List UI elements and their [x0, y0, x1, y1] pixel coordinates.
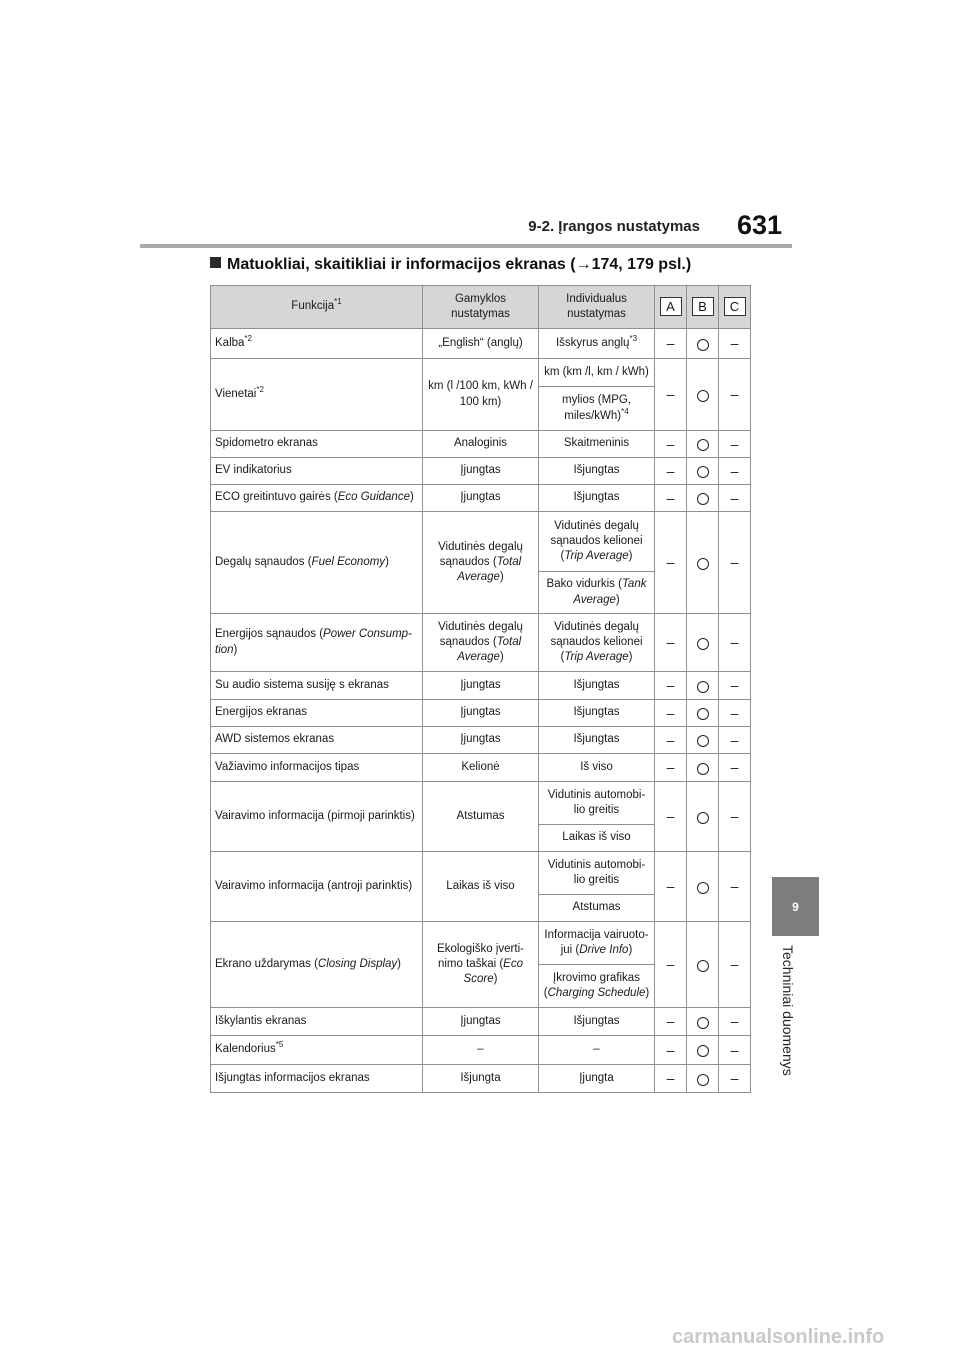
custom-cell: Informacija vairuoto-jui (Drive Info) [539, 922, 655, 965]
mark-b [687, 852, 719, 922]
circle-mark-icon [697, 1045, 709, 1057]
custom-cell: Vidutinės degalų sąnaudos kelionei (Trip Average) [539, 512, 655, 572]
custom-cell: Laikas iš viso [539, 825, 655, 852]
custom-cell: Iš viso [539, 754, 655, 782]
mark-b [687, 512, 719, 614]
mark-a: – [655, 512, 687, 614]
function-cell: Kalendorius$^{*5}$ [211, 1036, 423, 1065]
arrow-icon: → [575, 256, 592, 273]
mark-a: – [655, 1036, 687, 1065]
factory-cell: Įjungtas [423, 672, 539, 700]
custom-cell: Vidutinės degalų sąnaudos kelionei (Trip Average) [539, 614, 655, 672]
mark-a: – [655, 458, 687, 485]
mark-b [687, 359, 719, 431]
square-bullet-icon [210, 257, 221, 268]
table-header-row [211, 286, 751, 329]
table-row [211, 485, 751, 512]
mark-b [687, 485, 719, 512]
mark-c: – [719, 458, 751, 485]
factory-cell: „English“ (anglų) [423, 329, 539, 359]
watermark: carmanualsonline.info [672, 1326, 885, 1348]
circle-mark-icon [697, 882, 709, 894]
mark-b [687, 458, 719, 485]
function-cell: ECO greitintuvo gairės (Eco Guidance) [211, 485, 423, 512]
factory-cell: – [423, 1036, 539, 1065]
chapter-number: 9 [792, 899, 799, 914]
mark-c: – [719, 431, 751, 458]
mark-a: – [655, 672, 687, 700]
custom-cell: Išjungtas [539, 1008, 655, 1036]
function-cell: Ekrano uždarymas (Closing Display) [211, 922, 423, 1008]
custom-cell: Išskyrus anglų$^{*3}$ [539, 329, 655, 359]
mark-a: – [655, 782, 687, 852]
mark-c: – [719, 754, 751, 782]
circle-mark-icon [697, 960, 709, 972]
mark-b [687, 329, 719, 359]
mark-a: – [655, 329, 687, 359]
mark-a: – [655, 614, 687, 672]
table-row [211, 700, 751, 727]
custom-cell: Atstumas [539, 895, 655, 922]
circle-mark-icon [697, 493, 709, 505]
header-rule [140, 244, 792, 248]
factory-cell: Įjungtas [423, 458, 539, 485]
mark-c: – [719, 852, 751, 922]
function-cell: Važiavimo informacijos tipas [211, 754, 423, 782]
mark-c: – [719, 614, 751, 672]
function-cell: Spidometro ekranas [211, 431, 423, 458]
circle-mark-icon [697, 390, 709, 402]
mark-c: – [719, 512, 751, 614]
col-b-header: B [687, 286, 719, 329]
mark-a: – [655, 359, 687, 431]
mark-b [687, 700, 719, 727]
mark-a: – [655, 431, 687, 458]
custom-cell: mylios (MPG, miles/kWh)$^{*4}$ [539, 387, 655, 431]
table-row [211, 329, 751, 359]
circle-mark-icon [697, 638, 709, 650]
mark-b [687, 727, 719, 754]
custom-cell: Vidutinis automobi-lio greitis [539, 782, 655, 825]
factory-cell: Vidutinės degalų sąnaudos (Total Average) [423, 614, 539, 672]
function-cell: Su audio sistema susiję s ekranas [211, 672, 423, 700]
mark-b [687, 1008, 719, 1036]
table-row [211, 782, 751, 825]
circle-mark-icon [697, 1017, 709, 1029]
table-row [211, 922, 751, 965]
mark-a: – [655, 754, 687, 782]
table-row [211, 754, 751, 782]
custom-cell: Išjungtas [539, 700, 655, 727]
circle-mark-icon [697, 339, 709, 351]
mark-a: – [655, 1065, 687, 1093]
mark-b [687, 1036, 719, 1065]
heading-text: Matuokliai, skaitikliai ir informacijos ekranas ( [227, 256, 576, 273]
custom-cell: Vidutinis automobi-lio greitis [539, 852, 655, 895]
mark-a: – [655, 852, 687, 922]
factory-cell: Analoginis [423, 431, 539, 458]
circle-mark-icon [697, 812, 709, 824]
function-cell: Energijos sąnaudos (Power Consump-tion) [211, 614, 423, 672]
mark-a: – [655, 1008, 687, 1036]
settings-table [210, 285, 751, 1093]
col-function-header: Funkcija$^{*1}$ [211, 286, 423, 329]
function-cell: Energijos ekranas [211, 700, 423, 727]
section-title: 9-2. Įrangos nustatymas [528, 218, 700, 235]
factory-cell: Laikas iš viso [423, 852, 539, 922]
custom-cell: Bako vidurkis (Tank Average) [539, 572, 655, 614]
table-row [211, 614, 751, 672]
function-cell: Vairavimo informacija (pirmoji parinktis) [211, 782, 423, 852]
circle-mark-icon [697, 708, 709, 720]
page-number: 631 [736, 210, 782, 240]
mark-c: – [719, 1036, 751, 1065]
mark-a: – [655, 727, 687, 754]
factory-cell: Įjungtas [423, 700, 539, 727]
custom-cell: Skaitmeninis [539, 431, 655, 458]
mark-b [687, 614, 719, 672]
mark-c: – [719, 1008, 751, 1036]
table-row [211, 672, 751, 700]
section-heading [210, 256, 770, 274]
factory-cell: Vidutinės degalų sąnaudos (Total Average) [423, 512, 539, 614]
circle-mark-icon [697, 681, 709, 693]
factory-cell: Atstumas [423, 782, 539, 852]
mark-a: – [655, 700, 687, 727]
custom-cell: – [539, 1036, 655, 1065]
factory-cell: Įjungtas [423, 485, 539, 512]
factory-cell: km (l /100 km, kWh / 100 km) [423, 359, 539, 431]
mark-c: – [719, 1065, 751, 1093]
table-row [211, 1036, 751, 1065]
heading-ref: 174, 179 psl.) [591, 256, 692, 273]
mark-c: – [719, 700, 751, 727]
mark-b [687, 754, 719, 782]
mark-b [687, 922, 719, 1008]
custom-cell: Išjungtas [539, 485, 655, 512]
factory-cell: Ekologiško įverti-nimo taškai (Eco Score) [423, 922, 539, 1008]
circle-mark-icon [697, 1074, 709, 1086]
mark-a: – [655, 485, 687, 512]
factory-cell: Įjungtas [423, 727, 539, 754]
custom-cell: km (km /l, km / kWh) [539, 359, 655, 387]
table-row [211, 1065, 751, 1093]
mark-c: – [719, 359, 751, 431]
col-factory-header: Gamyklos nustatymas [423, 286, 539, 329]
circle-mark-icon [697, 735, 709, 747]
table-row [211, 512, 751, 572]
chapter-tab [772, 877, 819, 936]
mark-b [687, 1065, 719, 1093]
col-c-header: C [719, 286, 751, 329]
factory-cell: Įjungtas [423, 1008, 539, 1036]
mark-c: – [719, 485, 751, 512]
function-cell: Iškylantis ekranas [211, 1008, 423, 1036]
mark-a: – [655, 922, 687, 1008]
mark-c: – [719, 727, 751, 754]
table-row [211, 458, 751, 485]
function-cell: Išjungtas informacijos ekranas [211, 1065, 423, 1093]
circle-mark-icon [697, 763, 709, 775]
function-cell: Kalba$^{*2}$ [211, 329, 423, 359]
custom-cell: Įkrovimo grafikas (Charging Schedule) [539, 965, 655, 1008]
mark-b [687, 672, 719, 700]
function-cell: EV indikatorius [211, 458, 423, 485]
mark-b [687, 782, 719, 852]
mark-b [687, 431, 719, 458]
mark-c: – [719, 329, 751, 359]
col-custom-header: Individualus nustatymas [539, 286, 655, 329]
table-row [211, 727, 751, 754]
mark-c: – [719, 672, 751, 700]
custom-cell: Išjungtas [539, 458, 655, 485]
mark-c: – [719, 782, 751, 852]
circle-mark-icon [697, 558, 709, 570]
function-cell: Degalų sąnaudos (Fuel Economy) [211, 512, 423, 614]
circle-mark-icon [697, 439, 709, 451]
col-a-header: A [655, 286, 687, 329]
table-row [211, 1008, 751, 1036]
mark-c: – [719, 922, 751, 1008]
factory-cell: Kelionė [423, 754, 539, 782]
function-cell: Vairavimo informacija (antroji parinktis) [211, 852, 423, 922]
function-cell: AWD sistemos ekranas [211, 727, 423, 754]
table-row [211, 359, 751, 387]
factory-cell: Išjungta [423, 1065, 539, 1093]
custom-cell: Įjungta [539, 1065, 655, 1093]
circle-mark-icon [697, 466, 709, 478]
function-cell: Vienetai$^{*2}$ [211, 359, 423, 431]
custom-cell: Išjungtas [539, 727, 655, 754]
chapter-label: Techniniai duomenys [780, 945, 796, 1076]
custom-cell: Išjungtas [539, 672, 655, 700]
table-row [211, 852, 751, 895]
table-row [211, 431, 751, 458]
